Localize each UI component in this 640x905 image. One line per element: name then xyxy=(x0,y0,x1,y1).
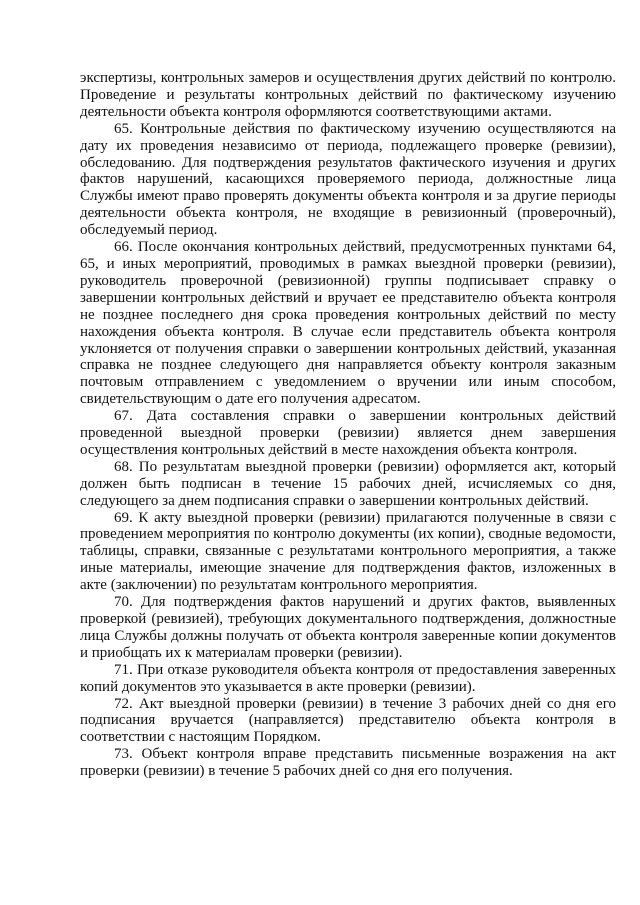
document-page xyxy=(80,70,616,780)
paragraph-68: 68. По результатам выездной проверки (ревизии) оформляется акт, который должен быть подписан в течение 15 рабочих дней, исчисляемых со дня, следующего за днем подписания справки о завершении контрольных действий. xyxy=(80,458,616,509)
paragraph-71: 71. При отказе руководителя объекта контроля от предоставления заверенных копий документов это указывается в акте проверки (ревизии). xyxy=(80,661,616,695)
paragraph-69: 69. К акту выездной проверки (ревизии) прилагаются полученные в связи с проведением мероприятия по контролю документы (их копии), сводные ведомости, таблицы, справки, связанные с результатами контрольного мероприятия, а также иные материалы, имеющие значение для подтверждения фактов, изложенных в акте (заключении) по результатам контрольного мероприятия. xyxy=(80,509,616,594)
paragraph-65: 65. Контрольные действия по фактическому изучению осуществляются на дату их проведения независимо от периода, подлежащего проверке (ревизии), обследованию. Для подтверждения результатов фактического изучения и других фактов нарушений, касающихся проверяемого периода, должностные лица Службы имеют право проверять документы объекта контроля и за другие периоды деятельности объекта контроля, не входящие в ревизионный (проверочный), обследуемый период. xyxy=(80,120,616,239)
paragraph-66: 66. После окончания контрольных действий, предусмотренных пунктами 64, 65, и иных мероприятий, проводимых в рамках выездной проверки (ревизии), руководитель проверочной (ревизионной) группы подписывает справку о завершении контрольных действий и вручает ее представителю объекта контроля не позднее последнего дня срока проведения контрольных действий по месту нахождения объекта контроля. В случае если представитель объекта контроля уклоняется от получения справки о завершении контрольных действий, указанная справка не позднее следующего дня направляется объекту контроля заказным почтовым отправлением с уведомлением о вручении или иным способом, свидетельствующим о дате его получения адресатом. xyxy=(80,239,616,408)
paragraph-70: 70. Для подтверждения фактов нарушений и других фактов, выявленных проверкой (ревизией), требующих документального подтверждения, должностные лица Службы должны получать от объекта контроля заверенные копии документов и приобщать их к материалам проверки (ревизии). xyxy=(80,594,616,661)
paragraph-67: 67. Дата составления справки о завершении контрольных действий проведенной выездной проверки (ревизии) является днем завершения осуществления контрольных действий в месте нахождения объекта контроля. xyxy=(80,408,616,458)
paragraph-64-continuation: экспертизы, контрольных замеров и осуществления других действий по контролю. Проведение и результаты контрольных действий по фактическому изучению деятельности объекта контроля оформляются соответствующими актами. xyxy=(80,70,616,120)
paragraph-73: 73. Объект контроля вправе представить письменные возражения на акт проверки (ревизии) в течение 5 рабочих дней со дня его получения. xyxy=(80,746,616,780)
paragraph-72: 72. Акт выездной проверки (ревизии) в течение 3 рабочих дней со дня его подписания вручается (направляется) представителю объекта контроля в соответствии с настоящим Порядком. xyxy=(80,695,616,746)
